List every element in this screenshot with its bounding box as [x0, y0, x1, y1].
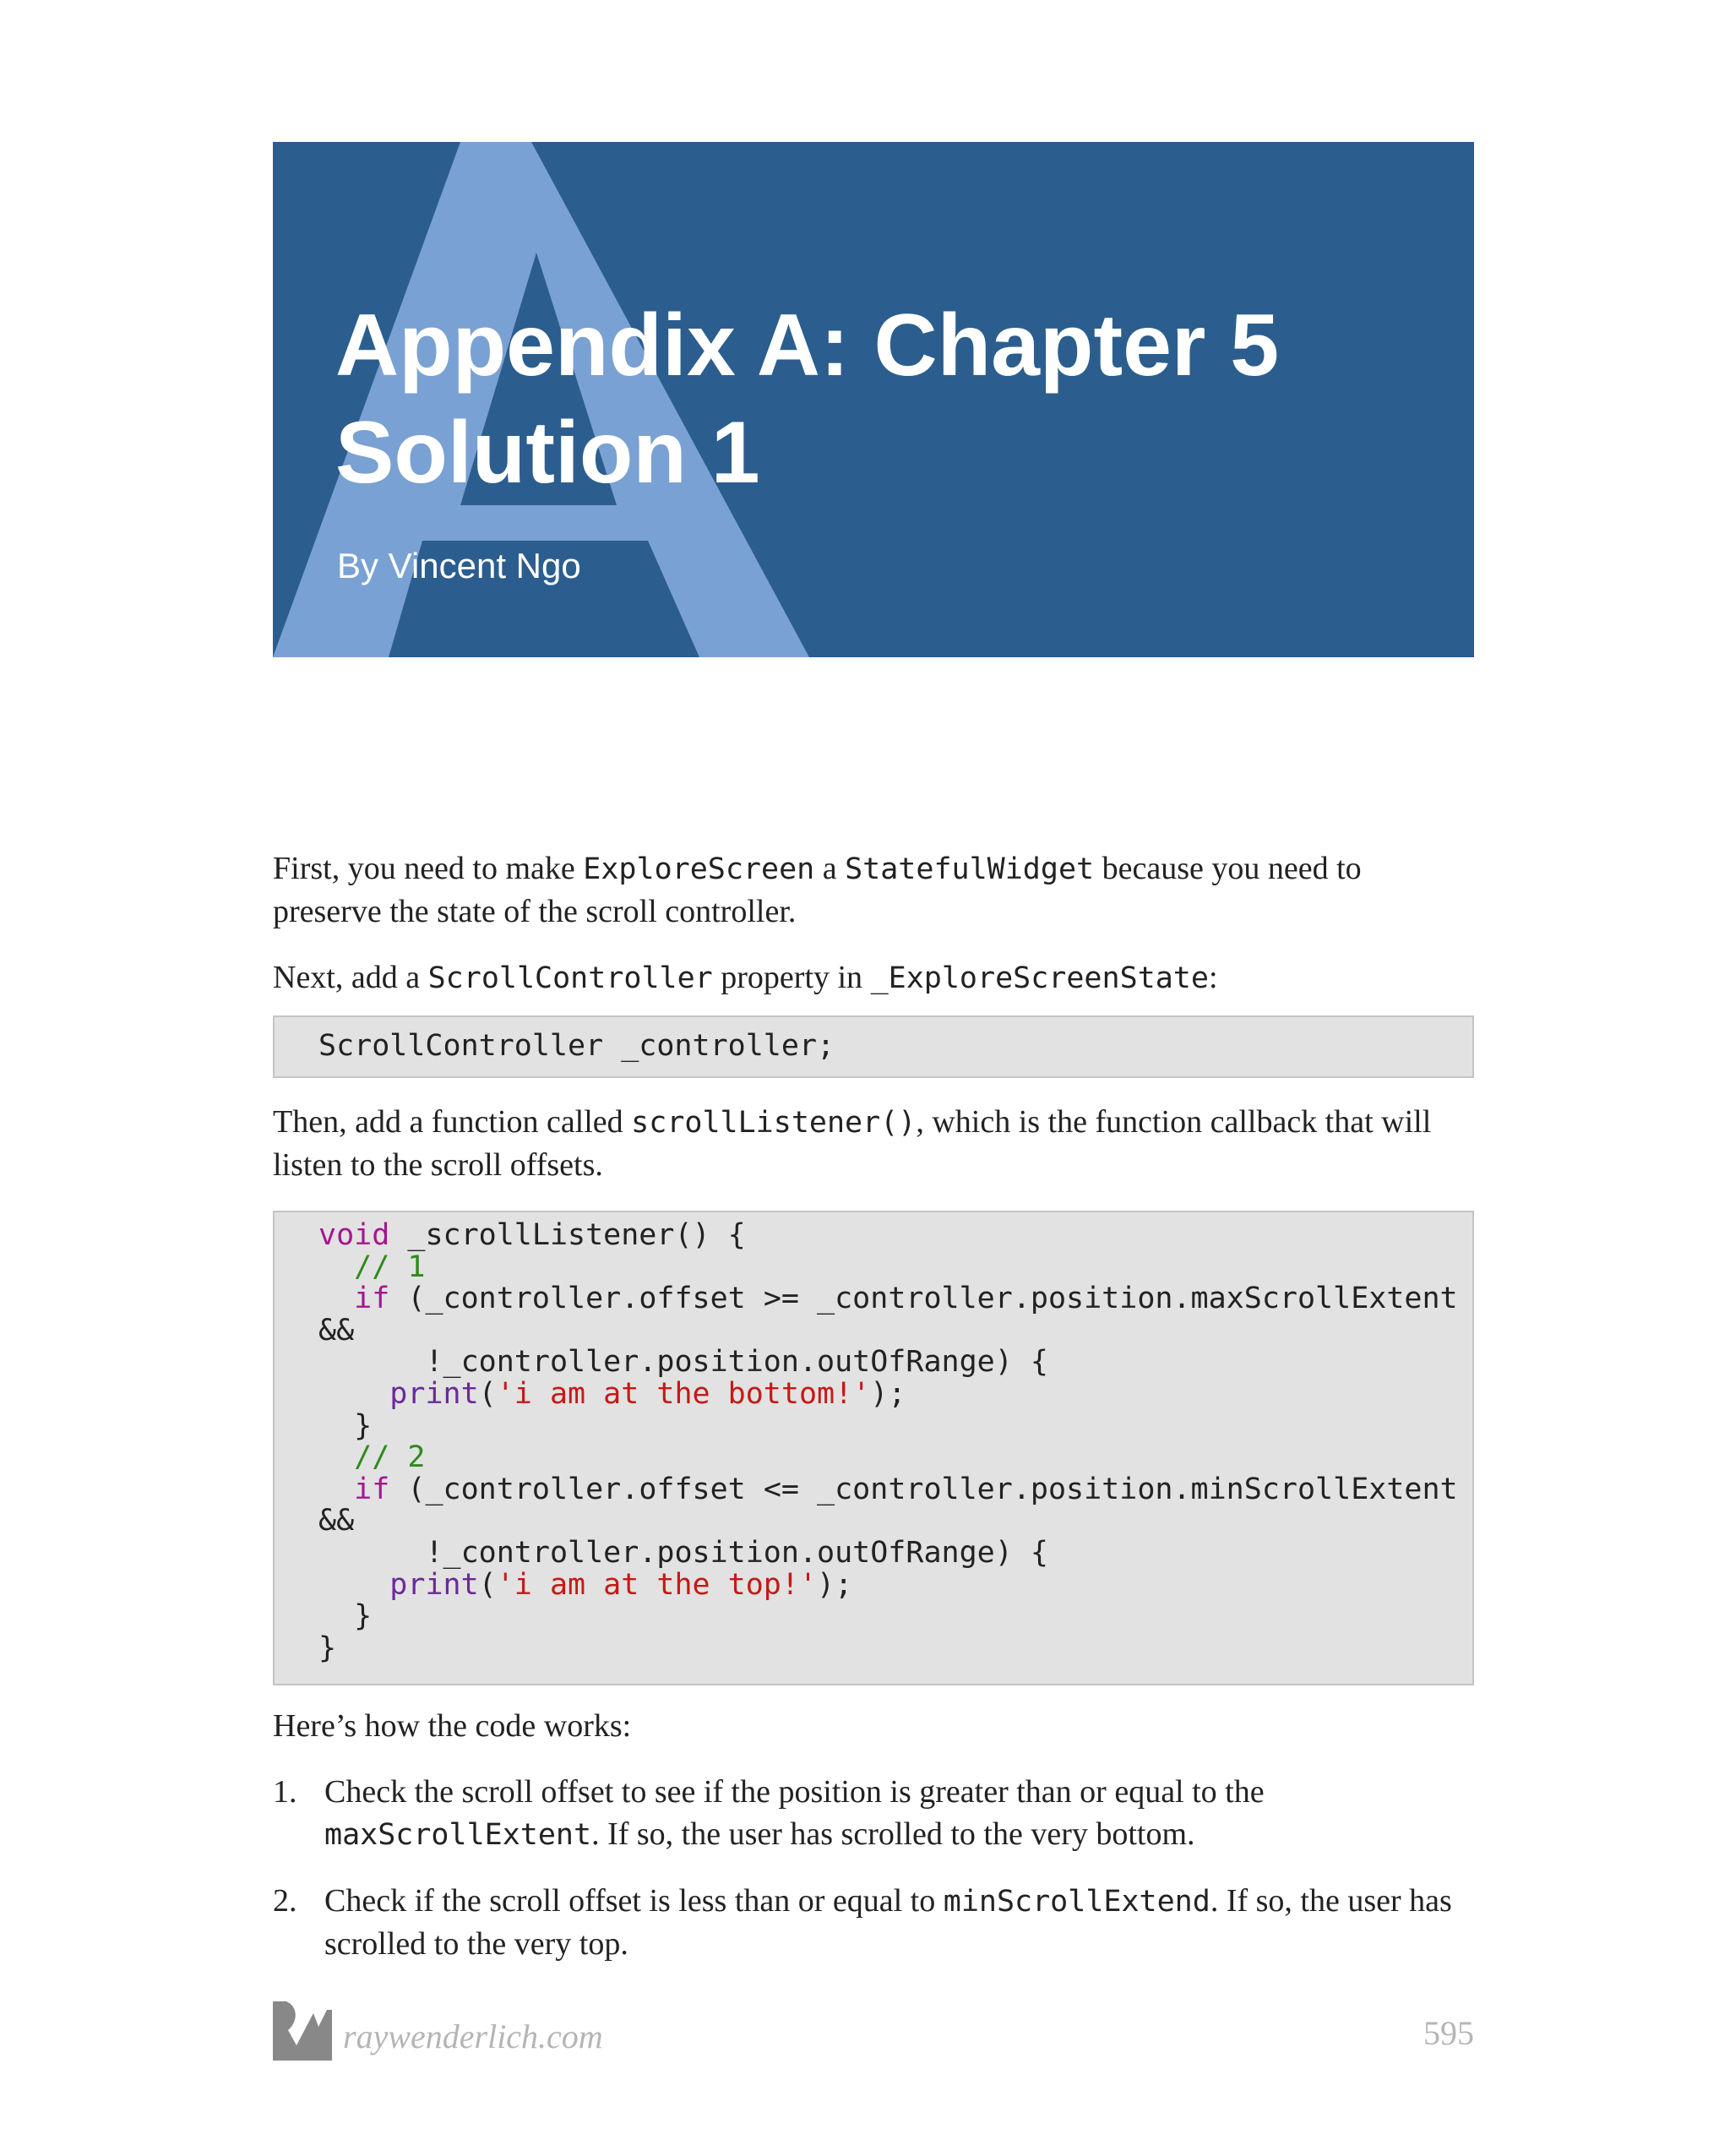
code-block-controller: ScrollController _controller; — [273, 1015, 1474, 1078]
inline-code: _ExploreScreenState — [870, 961, 1209, 995]
list-item: 2. Check if the scroll offset is less than or equal to minScrollExtend. If so, the user has scrolled to the very top. — [273, 1883, 1452, 1962]
chapter-title — [335, 292, 1434, 507]
chapter-title-line1: Appendix A: Chapter 5 — [335, 297, 1280, 395]
author-byline: By Vincent Ngo — [337, 546, 581, 585]
chapter-title-line2: Solution 1 — [335, 404, 760, 502]
paragraph-intro: First, you need to make ExploreScreen a StatefulWidget because you need to preserve the state of the scroll controller. — [273, 851, 1362, 929]
paragraph-add-function: Then, add a function called scrollListener(), which is the function callback that will listen to the scroll offsets. — [273, 1104, 1432, 1183]
inline-code: maxScrollExtent — [324, 1818, 592, 1852]
paragraph-add-property: Next, add a ScrollController property in _ExploreScreenState: — [273, 960, 1218, 995]
inline-code: minScrollExtend — [943, 1885, 1210, 1919]
footer-site-name: raywenderlich.com — [343, 2017, 603, 2055]
list-item: 1. Check the scroll offset to see if the position is greater than or equal to the maxScrollExtent. If so, the user has scrolled to the very bottom. — [273, 1774, 1265, 1852]
main-content — [273, 847, 1474, 1965]
page-number: 595 — [1423, 2014, 1474, 2052]
inline-code: StatefulWidget — [845, 852, 1095, 886]
code-block-scroll-listener: void _scrollListener() { // 1 if (_controller.offset >= _controller.position.maxScrollExtent && !_controller.position.outOfRange) { print('i am at the bottom!'); } // 2 if (_controller.offset <= _controller.position.minScrollExtent && !_controller.position.outOfRange) { print('i am at the top!'); } } — [273, 1211, 1474, 1685]
explanation-list — [273, 1771, 1474, 1965]
raywenderlich-logo-icon — [273, 2001, 332, 2061]
chapter-banner — [273, 142, 1474, 657]
inline-code: ExploreScreen — [583, 852, 815, 886]
inline-code: ScrollController — [427, 961, 713, 995]
paragraph-explanation-heading: Here’s how the code works: — [273, 1708, 632, 1744]
inline-code: scrollListener() — [631, 1106, 917, 1140]
